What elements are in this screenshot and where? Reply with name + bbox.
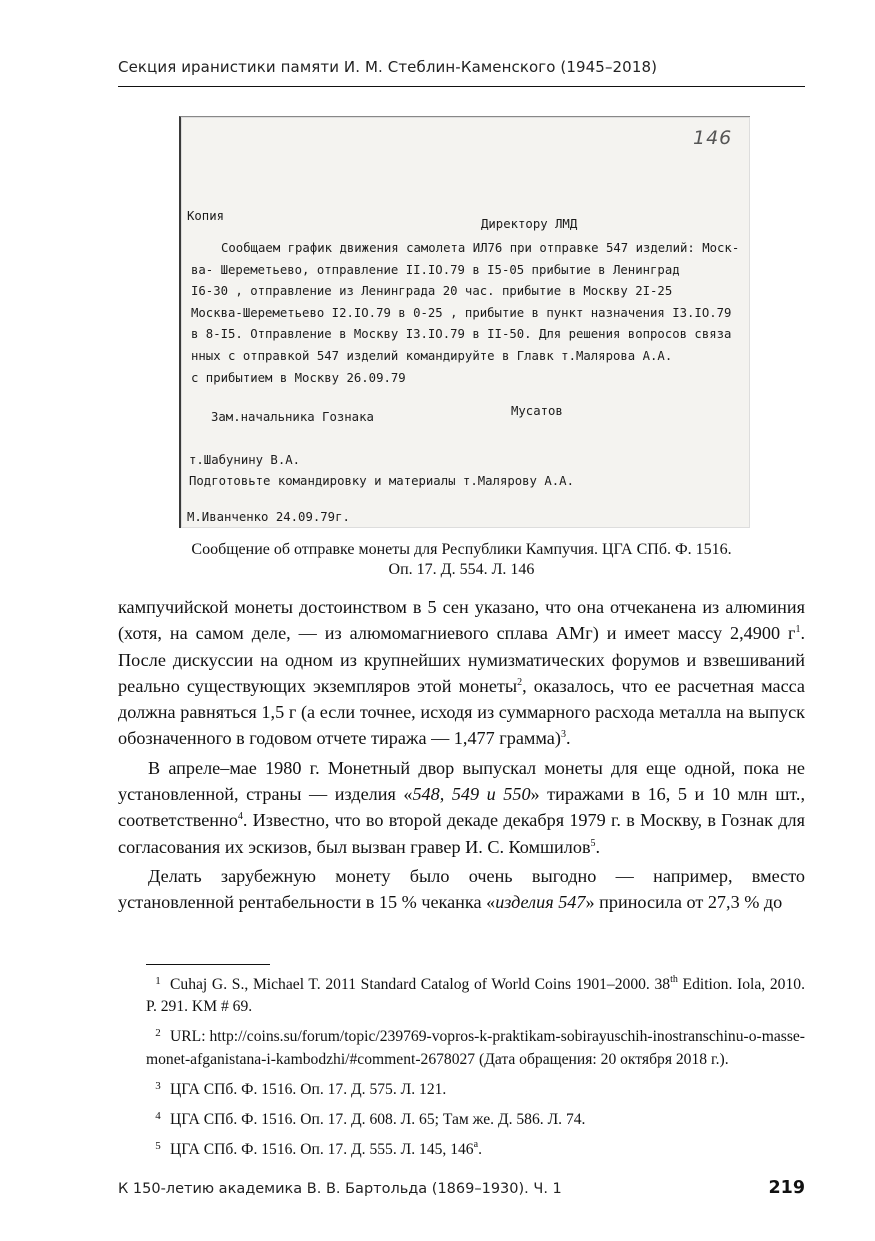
paragraph: кампучийской монеты достоинством в 5 сен указано, что она отчеканена из алюминия (хотя, на самом деле, — из алюмомагниевого сплава АМг) и имеет массу 2,4900 $г^1$. После дискуссии на одном из крупнейших нумизматических форумов и взвешиваний реально существующих экземпляров этой монеты$^2$, оказалось, что ее расчетная масса должна равняться 1,5 г (а если точнее, исходя из суммарного расхода металла на выпуск обозначенного в годовом отчете тиража — 1,477 грамма)$^3$. <box>118 597 806 749</box>
footnotes <box>146 970 805 1161</box>
caption-line: Сообщение об отправке монеты для Республики Кампучия. ЦГА СПб. Ф. 1516. <box>191 541 732 558</box>
footnote-url[interactable]: URL: http://coins.su/forum/topic/239769-vopros-k-praktikam-sobirayuschih-inostranschinu-o-masse-monet-afganistana-i-kambodzhi/#comment-2678027 (Дата обращения: 20 октября 2018 г.). <box>146 1028 805 1068</box>
doc-line: т.Шабунину В.А. <box>189 453 301 467</box>
header-rule <box>118 86 805 87</box>
doc-line: Директору ЛМД <box>481 217 578 231</box>
running-footer: К 150-летию академика В. В. Бартольда (1869–1930). Ч. 1 <box>118 1181 562 1197</box>
footnote-4: 4 ЦГА СПб. Ф. 1516. Оп. 17. Д. 608. Л. 65; Там же. Д. 586. Л. 74. <box>155 1110 586 1129</box>
archive-page-number: 146 <box>693 127 733 149</box>
footnote-2: 2 URL: http://coins.su/forum/topic/239769-vopros-k-praktikam-sobirayuschih-inostranschinu-o-masse-monet-afganistana-i-kambodzhi/#comment-2678027 (Дата обращения: 20 октября 2018 г.). <box>146 1027 805 1068</box>
doc-line: Зам.начальника Гознака <box>211 410 374 424</box>
footnote-5: 5 ЦГА СПб. Ф. 1516. Оп. 17. Д. 555. Л. 145, $146^а$. <box>155 1139 482 1159</box>
caption-line: Оп. 17. Д. 554. Л. 146 <box>388 561 535 578</box>
main-text <box>118 594 805 916</box>
footnote-ref[interactable]: 5 <box>590 837 596 849</box>
footnote-rule <box>146 964 270 965</box>
paragraph: Делать зарубежную монету было очень выгодно — например, вместо установленной рентабельности в 15 % чеканка «изделия 547» приносила от 27,3 % до <box>118 865 805 913</box>
paragraph: В апреле–мае 1980 г. Монетный двор выпускал монеты для еще одной, пока не установленной, страны — изделия «548, 549 и 550» тиражами в 16, 5 и 10 млн шт., соответственно$^4$. Известно, что во второй декаде декабря 1979 г. в Москву, в Гознак для согласования их эскизов, был вызван гравер И. С. Комшилов$^5$. <box>118 757 805 857</box>
page-number: 219 <box>768 1178 805 1198</box>
doc-line: I6-30 , отправление из Ленинграда 20 час. прибытие в Москву 2I-25 <box>191 284 673 298</box>
doc-line: Копия <box>187 209 225 223</box>
doc-line: Подготовьте командировку и материалы т.Малярову А.А. <box>189 474 574 488</box>
archival-document-scan <box>179 116 750 528</box>
footnote-ref[interactable]: 2 <box>517 676 523 688</box>
footnote-ref[interactable]: 1 <box>795 624 801 636</box>
doc-line: Москва-Шереметьево I2.IO.79 в 0-25 , прибытие в пункт назначения I3.IO.79 <box>191 306 732 320</box>
figure-caption <box>118 540 805 580</box>
doc-line: М.Иванченко 24.09.79г. <box>187 510 350 524</box>
doc-line: в 8-I5. Отправление в Москву I3.IO.79 в II-50. Для решения вопросов связа <box>191 327 732 341</box>
doc-line: Мусатов <box>511 404 563 418</box>
doc-line: ва- Шереметьево, отправление II.IO.79 в I5-05 прибытие в Ленинград <box>191 263 680 277</box>
doc-line: Сообщаем график движения самолета ИЛ76 при отправке 547 изделий: Моск- <box>221 241 740 255</box>
doc-line: с прибытием в Москву 26.09.79 <box>191 371 406 385</box>
footnote-3: 3 ЦГА СПб. Ф. 1516. Оп. 17. Д. 575. Л. 121. <box>155 1079 447 1098</box>
footnote-1: 1 Cuhaj G. S., Michael T. 2011 Standard Catalog of World Coins 1901–2000. 38th Edition. Iola, 2010. P. 291. KM # 69. <box>146 974 805 1016</box>
footnote-ref[interactable]: 3 <box>560 729 566 741</box>
footnote-ref[interactable]: 4 <box>237 811 243 823</box>
running-head: Секция иранистики памяти И. М. Стеблин-Каменского (1945–2018) <box>118 58 658 76</box>
doc-line: нных с отправкой 547 изделий командируйте в Главк т.Малярова А.А. <box>191 349 673 363</box>
